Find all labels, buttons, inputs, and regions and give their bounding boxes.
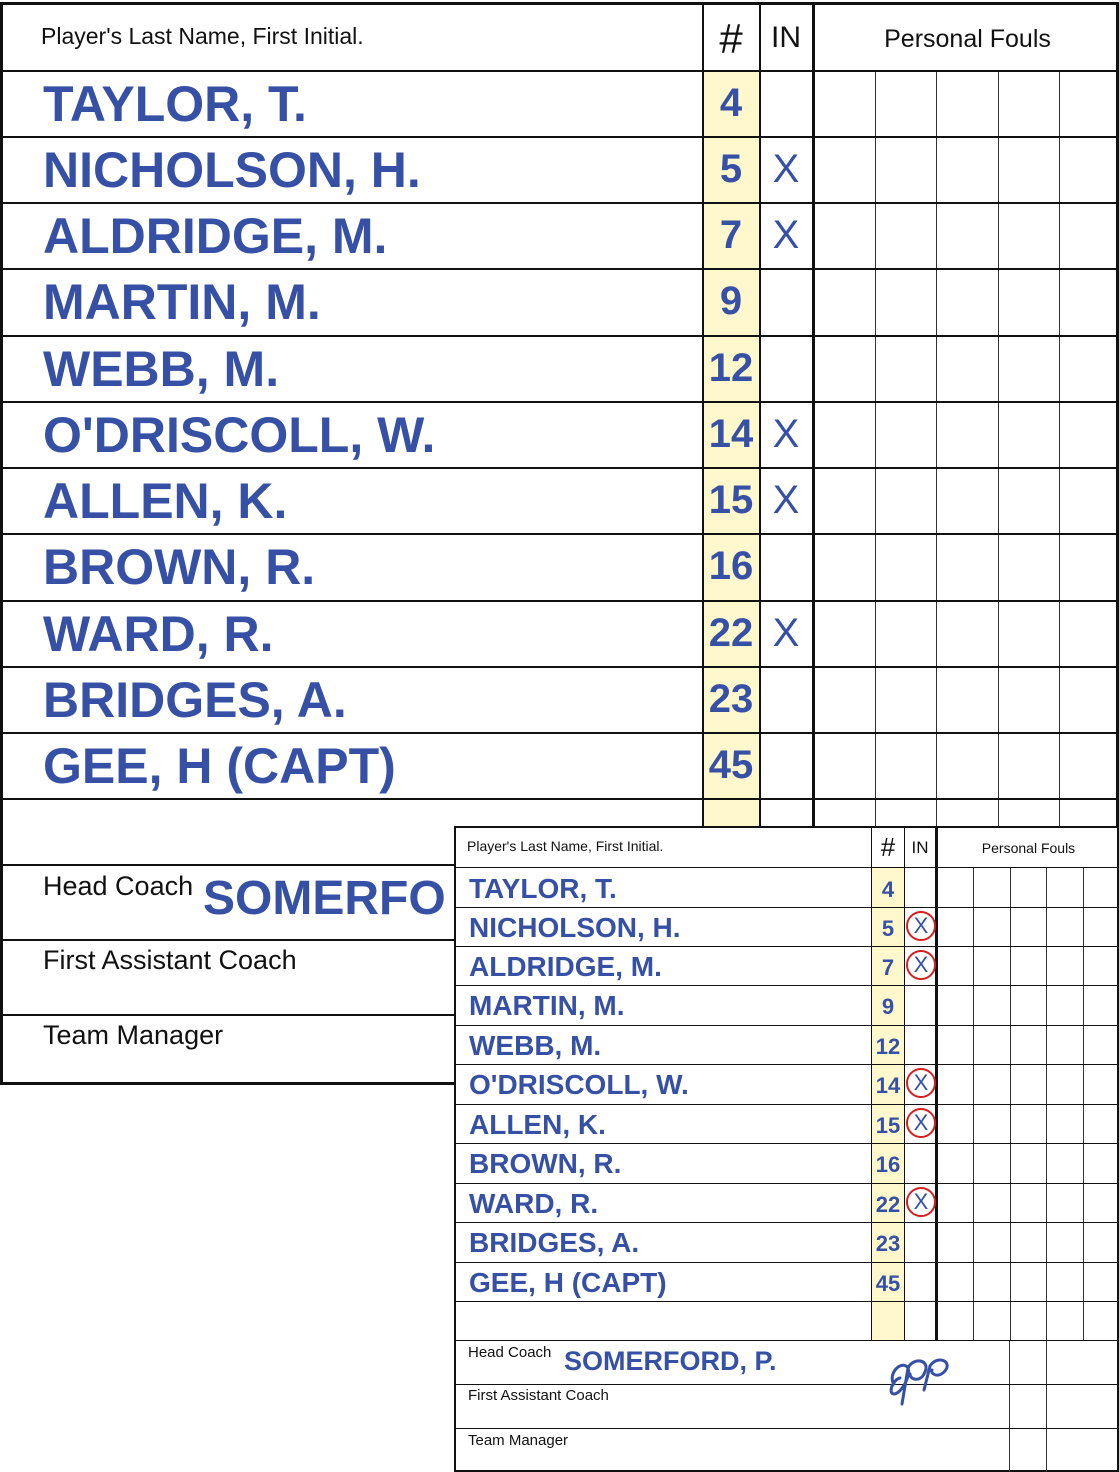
row-divider [3, 268, 1116, 270]
row-divider [456, 1143, 1117, 1144]
row-divider [456, 867, 1117, 868]
in-mark [906, 1108, 936, 1138]
player-number: 16 [708, 544, 754, 588]
foul-grid-line [998, 71, 999, 829]
player-number: 23 [875, 1231, 901, 1256]
row-divider [3, 666, 1116, 668]
head-coach-name: SOMERFORD, P. [564, 1346, 777, 1376]
player-number: 12 [875, 1034, 901, 1059]
row-divider [3, 136, 1116, 138]
scoresheet-small [454, 826, 1119, 1472]
in-mark [906, 1068, 936, 1098]
player-number: 45 [875, 1271, 901, 1296]
number-header: # [880, 832, 896, 862]
row-divider [456, 1104, 1117, 1105]
team-manager-label: Team Manager [43, 1020, 224, 1050]
row-divider [3, 798, 1116, 800]
player-name: WARD, R. [469, 1188, 599, 1219]
head-coach-label: Head Coach [43, 871, 194, 901]
row-divider [3, 600, 1116, 602]
number-header: # [719, 15, 743, 62]
in-mark: X [772, 478, 800, 522]
circled-in-mark: X [906, 1187, 936, 1217]
player-number: 45 [708, 743, 754, 787]
player-name: BRIDGES, A. [469, 1227, 640, 1258]
in-header: IN [911, 838, 929, 857]
player-name: GEE, H (CAPT) [469, 1267, 667, 1298]
first-assistant-coach-label: First Assistant Coach [43, 945, 297, 975]
player-number: 7 [719, 213, 743, 257]
in-mark [906, 950, 936, 980]
signature-icon [884, 1344, 956, 1406]
player-name-header: Player's Last Name, First Initial. [41, 23, 364, 49]
player-name: BROWN, R. [469, 1148, 622, 1179]
row-divider [3, 467, 1116, 469]
player-name: ALLEN, K. [469, 1109, 606, 1140]
circled-in-mark: X [906, 911, 936, 941]
player-name: MARTIN, M. [43, 274, 321, 330]
player-number: 12 [708, 346, 754, 390]
player-number: 14 [708, 412, 754, 456]
player-name: MARTIN, M. [469, 990, 625, 1021]
player-name: WEBB, M. [469, 1030, 602, 1061]
player-number: 16 [875, 1152, 901, 1177]
in-header: IN [771, 21, 801, 54]
player-number: 15 [875, 1113, 901, 1138]
player-name: TAYLOR, T. [43, 76, 307, 132]
player-name: BROWN, R. [43, 539, 316, 595]
player-name: ALDRIDGE, M. [43, 208, 388, 264]
divider [904, 828, 905, 1340]
head-coach-name: SOMERFO [203, 872, 446, 925]
foul-grid-line [1059, 71, 1060, 829]
row-divider [456, 1428, 1117, 1429]
circled-in-mark: X [906, 950, 936, 980]
player-number: 5 [881, 916, 895, 941]
in-mark: X [772, 147, 800, 191]
player-number: 5 [719, 147, 743, 191]
row-divider [3, 335, 1116, 337]
row-divider [456, 1340, 1117, 1341]
row-divider [3, 401, 1116, 403]
player-name: NICHOLSON, H. [469, 912, 681, 943]
in-mark [906, 1187, 936, 1217]
player-name: WEBB, M. [43, 341, 280, 397]
foul-grid-line [936, 71, 937, 829]
in-mark: X [772, 412, 800, 456]
player-number: 23 [708, 677, 754, 721]
player-number: 14 [875, 1073, 901, 1098]
row-divider [456, 985, 1117, 986]
signature-grid-line [1046, 1340, 1047, 1472]
in-mark: X [772, 611, 800, 655]
row-divider [456, 1183, 1117, 1184]
player-number: 4 [881, 877, 895, 902]
player-number: 22 [875, 1192, 901, 1217]
row-divider [456, 907, 1117, 908]
player-name: GEE, H (CAPT) [43, 738, 396, 794]
row-divider [456, 1301, 1117, 1302]
circled-in-mark: X [906, 1068, 936, 1098]
head-coach-label: Head Coach [468, 1344, 552, 1361]
player-number: 4 [719, 81, 743, 125]
row-divider [3, 70, 1116, 72]
personal-fouls-header: Personal Fouls [884, 25, 1051, 53]
in-mark: X [772, 213, 800, 257]
row-divider [456, 1384, 1117, 1385]
row-divider [3, 533, 1116, 535]
player-number: 9 [881, 994, 895, 1019]
first-assistant-coach-label: First Assistant Coach [468, 1387, 609, 1404]
player-number: 22 [708, 611, 754, 655]
player-name: TAYLOR, T. [469, 873, 617, 904]
player-name: BRIDGES, A. [43, 672, 347, 728]
row-divider [456, 1064, 1117, 1065]
player-name: ALDRIDGE, M. [469, 951, 662, 982]
row-divider [456, 1262, 1117, 1263]
row-divider [456, 1222, 1117, 1223]
row-divider [3, 732, 1116, 734]
player-number: 9 [719, 279, 743, 323]
foul-grid-line [875, 71, 876, 829]
in-mark [906, 911, 936, 941]
personal-fouls-header: Personal Fouls [981, 840, 1076, 856]
player-name: NICHOLSON, H. [43, 142, 421, 198]
player-name: O'DRISCOLL, W. [43, 407, 436, 463]
player-name-header: Player's Last Name, First Initial. [467, 838, 664, 854]
player-number: 15 [708, 478, 754, 522]
signature-grid-line [1009, 1340, 1010, 1472]
team-manager-label: Team Manager [468, 1432, 569, 1449]
player-name: O'DRISCOLL, W. [469, 1069, 689, 1100]
row-divider [456, 946, 1117, 947]
player-number: 7 [881, 955, 895, 980]
player-name: ALLEN, K. [43, 473, 288, 529]
row-divider [456, 1025, 1117, 1026]
circled-in-mark: X [906, 1108, 936, 1138]
row-divider [3, 202, 1116, 204]
player-name: WARD, R. [43, 606, 274, 662]
